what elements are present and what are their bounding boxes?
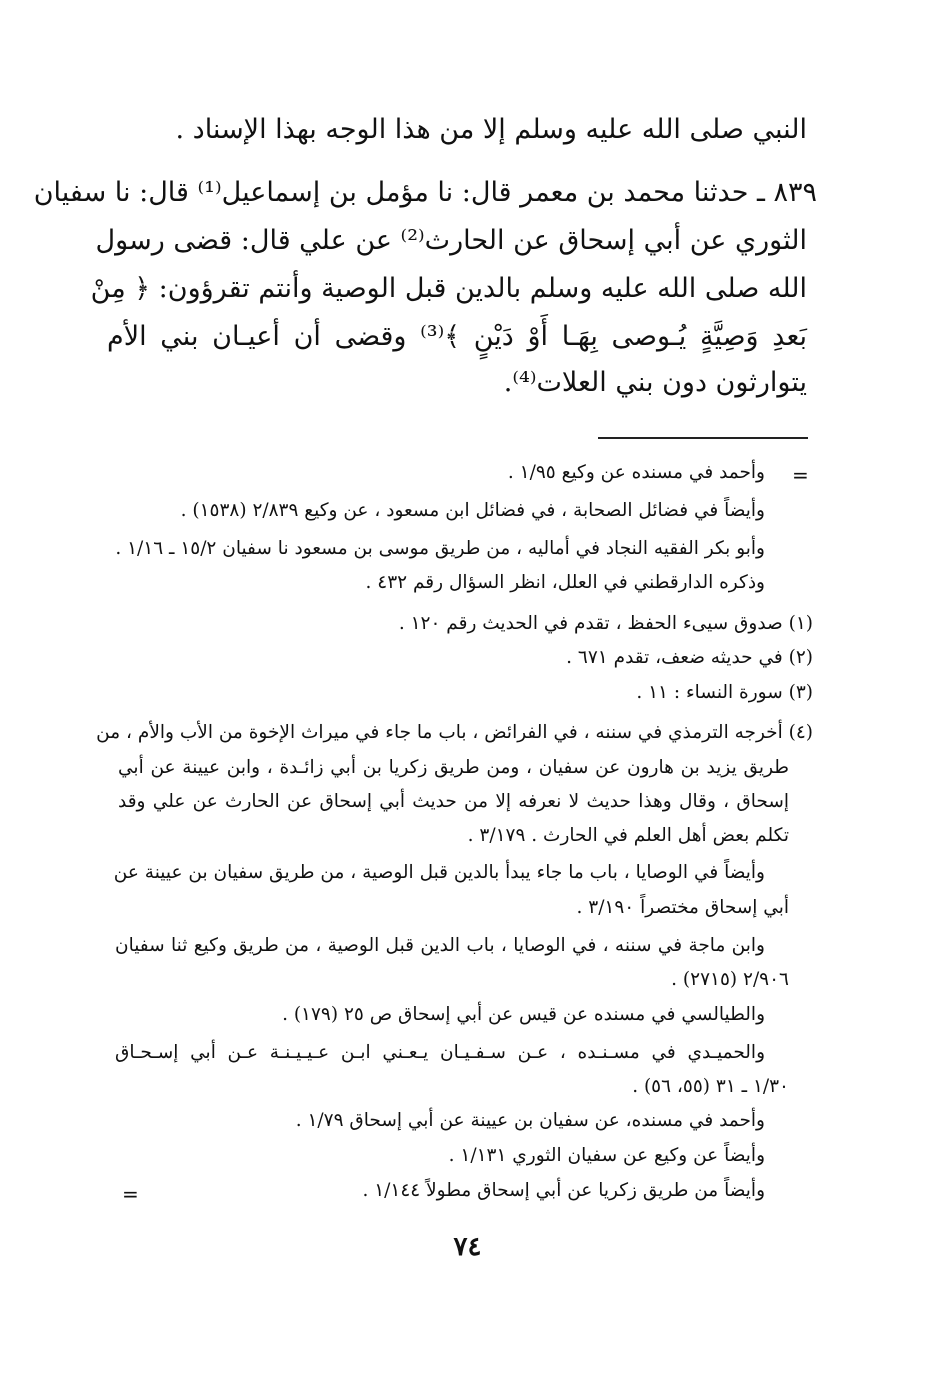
continuation-mark-top: =: [792, 463, 809, 487]
continuation-mark-bottom: =: [122, 1182, 139, 1206]
footnote-4-line: وأيضاً في الوصايا ، باب ما جاء يبدأ بالدين قبل الوصية ، من طريق سفيان بن عيينة عن: [113, 862, 765, 883]
footnote-4-line: إسحاق ، وقال وهذا حديث لا نعرفه إلا من حديث أبي إسحاق عن الحارث عن علي وقد: [118, 791, 789, 812]
footnote-4-line: ٢/٩٠٦ (٢٧١٥) .: [671, 969, 789, 990]
footnote-4-line: أبي إسحاق مختصراً ٣/١٩٠ .: [576, 897, 789, 918]
footnote-4-line: والطيالسي في مسنده عن قيس عن أبي إسحاق ص ٢٥ (١٧٩) .: [282, 1004, 765, 1025]
main-text-line: يتوارثون دون بني العلات⁽⁴⁾.: [503, 367, 807, 398]
main-text-line: الله صلى الله عليه وسلم بالدين قبل الوصية وأنتم تقرؤون: ﴿ مِنْ: [90, 273, 807, 304]
footnote-1: (١) صدوق سيىء الحفظ ، تقدم في الحديث رقم ١٢٠ .: [398, 613, 813, 634]
footnote-4-line: تكلم بعض أهل العلم في الحارث . ٣/١٧٩ .: [467, 825, 789, 846]
footnote-continued-line: وأبو بكر الفقيه النجاد في أماليه ، من طريق موسى بن مسعود نا سفيان ١٥/٢ ـ ١/١٦ .: [115, 538, 765, 559]
footnote-3: (٣) سورة النساء : ١١ .: [636, 682, 813, 703]
footnote-4: (٤) أخرجه الترمذي في سننه ، في الفرائض ، باب ما جاء في ميراث الإخوة من الأب والأم ، من: [96, 722, 813, 743]
footnote-4-line: وأيضاً من طريق زكريا عن أبي إسحاق مطولاً ١/١٤٤ .: [362, 1180, 765, 1201]
quran-verse-line: بَعدِ وَصِيَّةٍ يُـوصى بِهَـا أَوْ دَيْنٍ ﴾⁽³⁾ وقضى أن أعيـان بني الأم: [107, 321, 807, 352]
footnote-continued-line: وأيضاً في فضائل الصحابة ، في فضائل ابن مسعود ، عن وكيع ٢/٨٣٩ (١٥٣٨) .: [180, 500, 765, 521]
footnote-4-line: ١/٣٠ ـ ٣١ (٥٥، ٥٦) .: [632, 1076, 789, 1097]
main-text-line: الثوري عن أبي إسحاق عن الحارث⁽²⁾ عن علي قال: قضى رسول: [95, 225, 807, 256]
main-text-line: النبي صلى الله عليه وسلم إلا من هذا الوجه بهذا الإسناد .: [175, 114, 807, 145]
footnote-2: (٢) في حديثه ضعف، تقدم ٦٧١ .: [566, 647, 813, 668]
footnote-4-line: وابن ماجة في سننه ، في الوصايا ، باب الدين قبل الوصية ، من طريق وكيع ثنا سفيان: [115, 935, 765, 956]
footnote-continued-line: وأحمد في مسنده عن وكيع ١/٩٥ .: [507, 462, 765, 483]
footnote-divider: [598, 437, 808, 439]
footnote-continued-line: وذكره الدارقطني في العلل، انظر السؤال رقم ٤٣٢ .: [365, 572, 765, 593]
page-number: ٧٤: [453, 1232, 482, 1262]
footnote-4-line: والحميـدي في مسـنـده ، عـن سـفـيـان يـعـني ابـن عـيـيـنـة عـن أبي إسـحـاق: [115, 1042, 765, 1063]
hadith-839-line: ٨٣٩ ـ حدثنا محمد بن معمر قال: نا مؤمل بن إسماعيل⁽¹⁾ قال: نا سفيان: [33, 177, 817, 208]
footnote-4-line: طريق يزيد بن هارون عن سفيان ، ومن طريق زكريا بن أبي زائـدة ، وابن عيينة عن أبي: [118, 757, 789, 778]
footnote-4-line: وأيضاً عن وكيع عن سفيان الثوري ١/١٣١ .: [448, 1145, 765, 1166]
footnote-4-line: وأحمد في مسنده، عن سفيان بن عيينة عن أبي إسحاق ١/٧٩ .: [295, 1110, 765, 1131]
